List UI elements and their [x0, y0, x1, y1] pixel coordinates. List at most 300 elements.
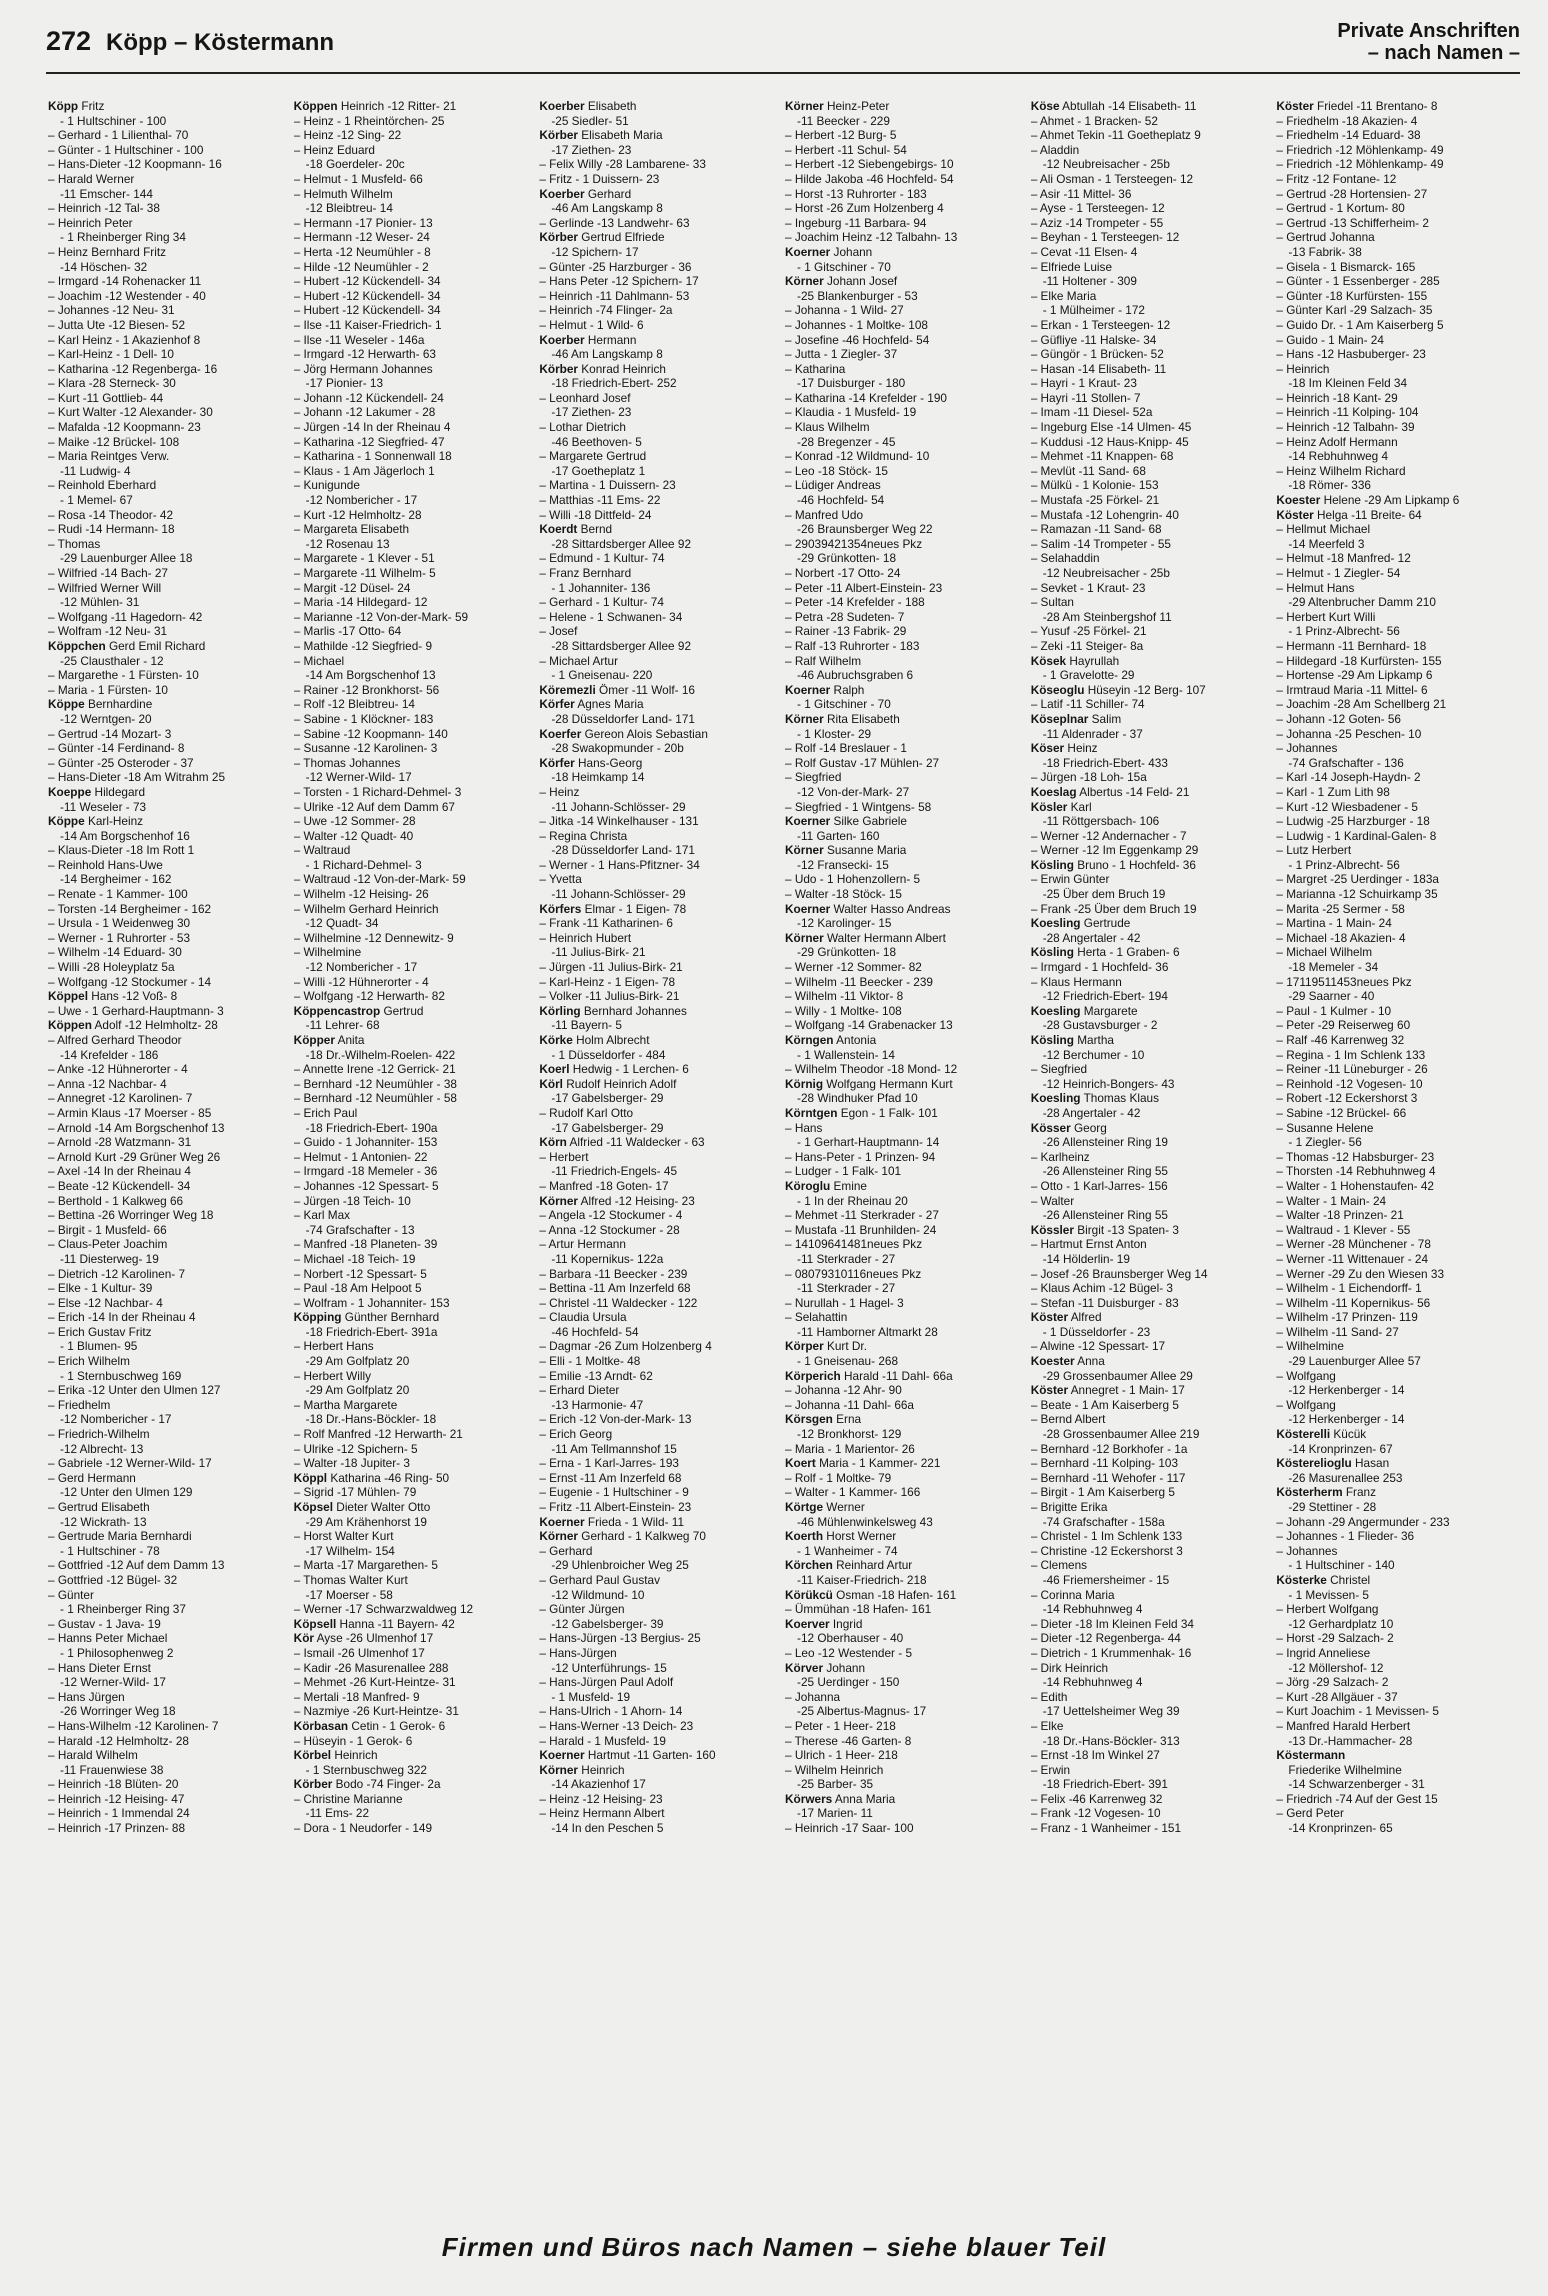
surname: Kösterelioglu	[1276, 1456, 1352, 1471]
directory-entry: – Franz Bernhard	[539, 566, 632, 580]
directory-entry: – Johannes -12 Neu- 31	[48, 303, 175, 318]
directory-column	[48, 99, 294, 2227]
directory-entry: – Renate - 1 Kammer- 100	[48, 887, 188, 902]
directory-entry: -14 Kronprinzen- 65	[1288, 1821, 1393, 1836]
directory-entry: – Manfred -18 Planeten- 39	[293, 1237, 438, 1252]
directory-entry: -29 Lauenburger Allee 18	[60, 551, 193, 566]
surname: Kösek	[1030, 653, 1067, 668]
directory-entry: Köpp Fritz	[48, 99, 105, 113]
directory-entry: – Wolfgang -12 Herwarth- 82	[293, 989, 445, 1004]
directory-entry: - 1 Gneisenau- 220	[551, 668, 653, 683]
directory-entry: – Irmgard -14 Rohenacker 11	[48, 274, 202, 289]
directory-entry: -14 Am Borgschenhof 16	[60, 828, 190, 843]
directory-entry: Koerber Hermann	[539, 332, 637, 347]
directory-entry: Körntgen Egon - 1 Falk- 101	[785, 1105, 938, 1120]
directory-entry: -18 Friedrich-Ebert- 190a	[305, 1120, 438, 1135]
directory-entry: – Kadir -26 Masurenallee 288	[293, 1660, 449, 1675]
directory-entry: – Hans -12 Hasbuberger- 23	[1276, 347, 1426, 362]
directory-entry: – Thomas Walter Kurt	[293, 1572, 408, 1587]
directory-entry: -17 Wilhelm- 154	[305, 1543, 395, 1558]
section-title	[1337, 20, 1520, 64]
directory-entry: -18 Friedrich-Ebert- 252	[551, 376, 677, 391]
directory-entry: - 1 Sternbuschweg 169	[60, 1368, 182, 1383]
directory-entry: – Joachim Heinz -12 Talbahn- 13	[785, 230, 958, 245]
directory-entry: Körbel Heinrich	[293, 1748, 378, 1763]
directory-entry: – Yvetta	[539, 872, 582, 887]
directory-entry: -25 Blankenburger - 53	[797, 288, 918, 303]
surname: Körbasan	[293, 1718, 349, 1733]
directory-entry: – Hayri -11 Stollen- 7	[1030, 390, 1141, 405]
directory-entry: Köpping Günther Bernhard	[293, 1310, 440, 1325]
directory-entry: – Thomas Johannes	[293, 755, 401, 770]
surname: Körperich	[785, 1368, 841, 1383]
directory-entry: – Elke	[1030, 1718, 1064, 1733]
surname: Köpsel	[293, 1500, 334, 1514]
directory-entry: – Emilie -13 Arndt- 62	[539, 1368, 653, 1383]
directory-entry: -12 Karolinger- 15	[797, 916, 892, 931]
surname: Koerner	[539, 1514, 585, 1529]
surname: Körber	[539, 361, 579, 376]
directory-entry: – Birgit - 1 Musfeld- 66	[48, 1222, 167, 1237]
directory-entry: – Heinz	[539, 784, 580, 799]
surname: Köster	[1030, 1383, 1069, 1398]
directory-entry: – Wilfried Werner Will	[48, 580, 162, 595]
directory-entry: – Ludger - 1 Falk- 101	[785, 1164, 902, 1179]
directory-entry: Körwers Anna Maria	[785, 1791, 896, 1806]
directory-entry: Koesling Thomas Klaus	[1030, 1091, 1159, 1106]
directory-entry: Kösterherm Franz	[1276, 1485, 1377, 1500]
directory-entry: – Friedhelm	[48, 1397, 111, 1412]
directory-entry: – Johannes -12 Spessart- 5	[293, 1178, 439, 1193]
surname: Köppe	[48, 814, 85, 829]
directory-entry: – Ali Osman - 1 Tersteegen- 12	[1030, 171, 1194, 186]
directory-entry: – Dieter -18 Im Kleinen Feld 34	[1030, 1616, 1194, 1631]
directory-entry: -12 Albrecht- 13	[60, 1441, 144, 1456]
directory-entry: – Hans-Ulrich - 1 Ahorn- 14	[539, 1704, 683, 1719]
directory-entry: – Martina - 1 Duissern- 23	[539, 478, 676, 493]
directory-entry: – Ayse - 1 Tersteegen- 12	[1030, 201, 1165, 216]
directory-entry: Körper Kurt Dr.	[785, 1339, 867, 1354]
directory-entry: -46 Am Langskamp 8	[551, 201, 663, 216]
directory-entry: Koesling Gertrude	[1030, 916, 1131, 931]
directory-entry: – Sabine - 1 Klöckner- 183	[293, 711, 434, 726]
directory-entry: – Selahattin	[785, 1310, 848, 1325]
directory-entry: -14 Akazienhof 17	[551, 1777, 646, 1792]
directory-entry: – Jörg -29 Salzach- 2	[1276, 1675, 1389, 1690]
directory-entry: – Rosa -14 Theodor- 42	[48, 507, 174, 522]
directory-entry: – Heinz -12 Heising- 23	[539, 1791, 663, 1806]
directory-entry: Kössler Birgit -13 Spaten- 3	[1030, 1222, 1179, 1237]
directory-entry: – Kuddusi -12 Haus-Knipp- 45	[1030, 434, 1189, 449]
surname: Köster	[1030, 1310, 1069, 1325]
directory-entry: -12 Gabelsberger- 39	[551, 1616, 664, 1631]
directory-entry: -12 Neubreisacher - 25b	[1042, 157, 1170, 172]
directory-entry: – Christine -12 Eckershorst 3	[1030, 1543, 1183, 1558]
directory-entry: – Arnold Kurt -29 Grüner Weg 26	[48, 1149, 221, 1164]
directory-entry: – Heinrich -12 Talbahn- 39	[1276, 420, 1415, 435]
directory-entry: – Lutz Herbert	[1276, 843, 1352, 858]
directory-entry: – Werner -17 Schwarzwaldweg 12	[293, 1602, 474, 1617]
directory-entry: – Gerhard	[539, 1543, 593, 1558]
directory-entry: Koerber Elisabeth	[539, 99, 637, 113]
directory-entry: -12 Neubreisacher - 25b	[1042, 566, 1170, 580]
directory-entry: Köppe Bernhardine	[48, 697, 153, 712]
surname: Köroglu	[785, 1178, 831, 1193]
directory-entry: – Norbert -12 Spessart- 5	[293, 1266, 427, 1281]
surname: Kösterherm	[1276, 1485, 1343, 1500]
directory-entry: Köster Annegret - 1 Main- 17	[1030, 1383, 1185, 1398]
directory-entry: – Eugenie - 1 Hultschiner - 9	[539, 1485, 689, 1500]
directory-entry: – Ahmet Tekin -11 Goetheplatz 9	[1030, 128, 1201, 143]
directory-entry: -17 Ziethen- 23	[551, 142, 632, 157]
running-title: Köpp – Köstermann	[106, 29, 335, 56]
directory-entry: – Rudi -14 Hermann- 18	[48, 522, 175, 537]
surname: Kösling	[1030, 945, 1074, 960]
surname: Köstermann	[1276, 1748, 1346, 1763]
directory-entry: Körber Elisabeth Maria	[539, 128, 663, 143]
directory-entry: – Kurt Walter -12 Alexander- 30	[48, 405, 213, 420]
directory-entry: – Margarete - 1 Klever - 51	[293, 551, 435, 566]
surname: Köser	[1030, 741, 1065, 756]
directory-entry: - 1 Sternbuschweg 322	[305, 1762, 427, 1777]
directory-entry: -17 Pionier- 13	[305, 376, 384, 391]
directory-entry: -11 Sterkrader - 27	[797, 1281, 896, 1296]
directory-entry: -11 Holtener - 309	[1042, 274, 1137, 289]
directory-entry: - 1 Philosophenweg 2	[60, 1645, 174, 1660]
directory-entry: Köster Helga -11 Breite- 64	[1276, 507, 1422, 522]
directory-entry: -13 Fabrik- 38	[1288, 244, 1362, 259]
directory-entry: – Hüseyin - 1 Gerok- 6	[293, 1733, 413, 1748]
directory-column	[294, 99, 540, 2227]
directory-entry: – Irmgard -18 Memeler - 36	[293, 1164, 438, 1179]
directory-entry: – Edith	[1030, 1689, 1068, 1704]
directory-entry: – Susanne Helene	[1276, 1120, 1374, 1135]
directory-entry: Kösling Bruno - 1 Hochfeld- 36	[1030, 857, 1196, 872]
directory-entry: – Johanna -25 Peschen- 10	[1276, 726, 1422, 741]
directory-entry: – Wilhelmine	[1276, 1339, 1344, 1354]
surname: Körnig	[785, 1076, 824, 1091]
directory-entry: – Manfred Udo	[785, 507, 864, 522]
directory-entry: – Erich Paul	[293, 1105, 358, 1120]
directory-entry: – Herbert -12 Siebengebirgs- 10	[785, 157, 954, 172]
directory-entry: -26 Braunsberger Weg 22	[797, 522, 933, 537]
directory-entry: Körner Walter Hermann Albert	[785, 930, 946, 945]
directory-entry: – Erwin	[1030, 1762, 1071, 1777]
surname: Körber	[539, 230, 579, 245]
directory-entry: - 1 Gitschiner - 70	[797, 697, 891, 712]
directory-entry: – Friedrich -74 Auf der Gest 15	[1276, 1791, 1438, 1806]
directory-entry: Köppe Karl-Heinz	[48, 814, 144, 829]
directory-entry: -12 Bleibtreu- 14	[305, 201, 393, 216]
directory-entry: – Helene - 1 Schwanen- 34	[539, 609, 683, 624]
directory-entry: -12 Spichern- 17	[551, 244, 639, 259]
directory-entry: – Zeki -11 Steiger- 8a	[1030, 638, 1144, 653]
directory-entry: – Marlis -17 Otto- 64	[293, 624, 402, 639]
directory-entry: – Walter - 1 Hohenstaufen- 42	[1276, 1178, 1434, 1193]
directory-column	[1276, 99, 1522, 2227]
directory-entry: – Friedrich -12 Möhlenkamp- 49	[1276, 157, 1444, 172]
directory-entry: – Siegfried	[1030, 1062, 1088, 1077]
directory-entry: Kösser Georg	[1030, 1120, 1107, 1135]
directory-entry: – Siegfried - 1 Wintgens- 58	[785, 799, 932, 814]
surname: Koeppe	[48, 784, 92, 799]
directory-entry: -74 Grafschafter - 158a	[1042, 1514, 1165, 1529]
directory-entry: -14 Höschen- 32	[60, 259, 148, 274]
directory-entry: – Axel -14 In der Rheinau 4	[48, 1164, 191, 1179]
directory-entry: Körnig Wolfgang Hermann Kurt	[785, 1076, 953, 1091]
directory-entry: – Harald -12 Helmholtz- 28	[48, 1733, 189, 1748]
directory-entry: – Jürgen -11 Julius-Birk- 21	[539, 960, 683, 975]
directory-entry: -14 Meerfeld 3	[1288, 536, 1365, 551]
directory-entry: – Frank -11 Katharinen- 6	[539, 916, 673, 931]
directory-entry: -13 Harmonie- 47	[551, 1397, 644, 1412]
directory-entry: – Hans-Dieter -18 Am Witrahm 25	[48, 770, 226, 785]
directory-entry: Körfers Elmar - 1 Eigen- 78	[539, 901, 687, 916]
directory-entry: – Hans-Jürgen -13 Bergius- 25	[539, 1631, 701, 1646]
surname: Köster	[1276, 507, 1314, 522]
directory-entry: – Heinrich -74 Flinger- 2a	[539, 303, 673, 318]
directory-entry: – Marta -17 Margarethen- 5	[293, 1558, 438, 1573]
directory-entry: -26 Masurenallee 253	[1288, 1470, 1403, 1485]
directory-entry: – Ilse -11 Kaiser-Friedrich- 1	[293, 317, 442, 332]
directory-entry: Koester Helene -29 Am Lipkamp 6	[1276, 493, 1460, 508]
directory-entry: -29 Am Golfplatz 20	[305, 1383, 410, 1398]
directory-entry: – Friedrich -12 Möhlenkamp- 49	[1276, 142, 1444, 157]
directory-entry: – Hermann -17 Pionier- 13	[293, 215, 433, 230]
directory-entry: – Dora - 1 Neudorfer - 149	[293, 1821, 433, 1836]
surname: Körner	[785, 711, 824, 726]
directory-entry: – Corinna Maria	[1030, 1587, 1115, 1602]
directory-entry: – Gerhard - 1 Kultur- 74	[539, 595, 664, 610]
directory-entry: -14 Schwarzenberger - 31	[1288, 1777, 1425, 1792]
directory-entry: – Hasan -14 Elisabeth- 11	[1030, 361, 1167, 376]
directory-entry: Koeppe Hildegard	[48, 784, 146, 799]
directory-entry: – Harald Werner	[48, 171, 135, 186]
directory-entry: – Horst -13 Ruhrorter - 183	[785, 186, 927, 201]
directory-entry: – Lüdiger Andreas	[785, 478, 881, 493]
directory-entry: – Berthold - 1 Kalkweg 66	[48, 1193, 184, 1208]
directory-columns	[48, 99, 1522, 2227]
directory-entry: – Joachim -28 Am Schellberg 21	[1276, 697, 1447, 712]
directory-entry: Koeslag Albertus -14 Feld- 21	[1030, 784, 1190, 799]
directory-entry: Koerner Ralph	[785, 682, 865, 697]
directory-entry: – Guido Dr. - 1 Am Kaiserberg 5	[1276, 317, 1444, 332]
surname: Koesling	[1030, 1003, 1081, 1018]
directory-entry: -12 Wildmund- 10	[551, 1587, 645, 1602]
directory-entry: -12 Nombericher - 17	[60, 1412, 172, 1427]
surname: Körbel	[293, 1748, 332, 1763]
directory-entry: – Willi -18 Dittfeld- 24	[539, 507, 652, 522]
directory-entry: – Leo -18 Stöck- 15	[785, 463, 888, 478]
directory-entry: – Sevket - 1 Kraut- 23	[1030, 580, 1146, 595]
directory-entry: – Volker -11 Julius-Birk- 21	[539, 989, 680, 1004]
surname: Köse	[1030, 99, 1060, 113]
directory-entry: – Wilhelm - 1 Eichendorff- 1	[1276, 1281, 1422, 1296]
directory-entry: – Helmut - 1 Musfeld- 66	[293, 171, 423, 186]
directory-entry: – Heinrich -12 Tal- 38	[48, 201, 160, 216]
directory-entry: – Wolfgang -12 Stockumer - 14	[48, 974, 212, 989]
directory-entry: – Frank -12 Vogesen- 10	[1030, 1806, 1161, 1821]
directory-entry: – Hans-Peter - 1 Prinzen- 94	[785, 1149, 936, 1164]
directory-entry: – Erich -14 In der Rheinau 4	[48, 1310, 196, 1325]
directory-entry: – Nurullah - 1 Hagel- 3	[785, 1295, 904, 1310]
directory-entry: – Franz - 1 Wanheimer - 151	[1030, 1821, 1182, 1836]
directory-entry: – Hilde -12 Neumühler - 2	[293, 259, 429, 274]
directory-entry: Koerver Ingrid	[785, 1616, 863, 1631]
directory-entry: – Ludwig - 1 Kardinal-Galen- 8	[1276, 828, 1437, 843]
directory-entry: – Regina Christa	[539, 828, 628, 843]
directory-entry: – Helmuth Wilhelm	[293, 186, 393, 201]
directory-entry: -12 Unterführungs- 15	[551, 1660, 667, 1675]
page-header	[46, 20, 1520, 72]
directory-entry: Friederike Wilhelmine	[1288, 1762, 1402, 1777]
directory-entry: – Heinrich - 1 Immendal 24	[48, 1806, 190, 1821]
directory-entry: – Horst -29 Salzach- 2	[1276, 1631, 1394, 1646]
directory-entry: – Karl Heinz - 1 Akazienhof 8	[48, 332, 201, 347]
directory-entry: – Hortense -29 Am Lipkamp 6	[1276, 668, 1433, 683]
directory-entry: -12 Möllershof- 12	[1288, 1660, 1384, 1675]
directory-entry: – Beate -12 Kückendell- 34	[48, 1178, 191, 1193]
surname: Körwers	[785, 1791, 833, 1806]
directory-entry: – Günter Jürgen	[539, 1602, 625, 1617]
surname: Köppe	[48, 697, 85, 712]
directory-entry: – 14109641481neues Pkz	[785, 1237, 923, 1252]
directory-entry: Körner Johann Josef	[785, 274, 898, 289]
directory-entry: – Walter	[1030, 1193, 1075, 1208]
directory-entry: -28 Gustavsburger - 2	[1042, 1018, 1158, 1033]
directory-entry: – Rainer -12 Bronkhorst- 56	[293, 682, 440, 697]
directory-entry: – Mustafa -25 Förkel- 21	[1030, 493, 1160, 508]
directory-entry: - 1 Johanniter- 136	[551, 580, 651, 595]
directory-entry: – Horst -26 Zum Holzenberg 4	[785, 201, 944, 216]
directory-entry: – Heinz Bernhard Fritz	[48, 244, 167, 259]
surname: Körngen	[785, 1033, 834, 1047]
surname: Koerber	[539, 186, 585, 201]
directory-entry: – Christine Marianne	[293, 1791, 403, 1806]
directory-entry: -14 Am Borgschenhof 13	[305, 668, 436, 683]
surname: Koerdt	[539, 522, 578, 537]
footer-note: Firmen und Büros nach Namen – siehe blauer Teil	[441, 2232, 1107, 2262]
directory-entry: Koerner Walter Hasso Andreas	[785, 901, 951, 916]
directory-entry: – Konrad -12 Wildmund- 10	[785, 449, 930, 464]
surname: Kör	[293, 1631, 314, 1646]
directory-entry: – Gerd Hermann	[48, 1470, 136, 1485]
directory-entry: – Anna -12 Nachbar- 4	[48, 1076, 167, 1091]
directory-entry: – Bettina -26 Worringer Weg 18	[48, 1208, 214, 1223]
directory-entry: - 1 Kloster- 29	[797, 726, 872, 741]
directory-entry: -11 Lehrer- 68	[305, 1018, 380, 1033]
directory-entry: – Kurt -12 Helmholtz- 28	[293, 507, 422, 522]
directory-entry: - 1 Düsseldorfer - 484	[551, 1047, 666, 1062]
directory-entry: – Werner -12 Sommer- 82	[785, 960, 922, 975]
directory-entry: – Willi -28 Holeyplatz 5a	[48, 960, 175, 975]
directory-entry	[1276, 1748, 1516, 1763]
directory-entry: – Ernst -11 Am Inzerfeld 68	[539, 1470, 682, 1485]
directory-entry: – Bernhard -12 Borkhofer - 1a	[1030, 1441, 1188, 1456]
directory-column	[1031, 99, 1277, 2227]
directory-entry: -12 Herkenberger - 14	[1288, 1412, 1405, 1427]
directory-entry: – Herbert Hans	[293, 1339, 374, 1354]
directory-entry: – Ursula - 1 Weidenweg 30	[48, 916, 191, 931]
directory-entry: -13 Dr.-Hammacher- 28	[1288, 1733, 1413, 1748]
directory-entry: – Guido - 1 Johanniter- 153	[293, 1135, 438, 1150]
directory-entry: – Herbert	[539, 1149, 589, 1164]
surname: Kösterelli	[1276, 1427, 1331, 1442]
directory-entry: – Günter -25 Osteroder - 37	[48, 755, 194, 770]
directory-entry: – Jitka -14 Winkelhauser - 131	[539, 814, 699, 829]
directory-entry: – Gertrud -28 Hortensien- 27	[1276, 186, 1428, 201]
directory-entry: – Sabine -12 Koopmann- 140	[293, 726, 448, 741]
directory-entry: Köppencastrop Gertrud	[293, 1003, 424, 1018]
surname: Köppen	[48, 1018, 92, 1033]
directory-entry: -46 Am Langskamp 8	[551, 347, 663, 362]
directory-entry: – Rolf -12 Bleibtreu- 14	[293, 697, 415, 712]
directory-entry: – Martha Margarete	[293, 1397, 398, 1412]
directory-entry: – Johann -29 Angermunder - 233	[1276, 1514, 1450, 1529]
directory-entry: Köroglu Emine	[785, 1178, 867, 1193]
directory-entry: -28 Am Steinbergshof 11	[1042, 609, 1172, 624]
directory-entry: – Gisela - 1 Bismarck- 165	[1276, 259, 1416, 274]
directory-entry: Körfer Hans-Georg	[539, 755, 643, 770]
directory-entry: – Klaus - 1 Am Jägerloch 1	[293, 463, 435, 478]
directory-entry: – Aziz -14 Trompeter - 55	[1030, 215, 1164, 230]
surname: Körl	[539, 1076, 563, 1091]
directory-entry: -11 Friedrich-Engels- 45	[551, 1164, 678, 1179]
directory-entry: – Ingeburg -11 Barbara- 94	[785, 215, 927, 230]
directory-entry: -17 Goetheplatz 1	[551, 463, 646, 478]
directory-entry: -26 Allensteiner Ring 19	[1042, 1135, 1168, 1150]
directory-entry: – Marianna -12 Schuirkamp 35	[1276, 887, 1438, 902]
directory-entry: Köpsel Dieter Walter Otto	[293, 1500, 431, 1514]
directory-entry: – Selahaddin	[1030, 551, 1100, 566]
directory-entry: Köster Alfred	[1030, 1310, 1102, 1325]
directory-entry: – Ralf -13 Ruhrorter - 183	[785, 638, 920, 653]
directory-column	[539, 99, 785, 2227]
directory-entry: – Harald Wilhelm	[48, 1748, 138, 1763]
directory-entry: – Erwin Günter	[1030, 872, 1110, 887]
directory-entry: -28 Angertaler - 42	[1042, 1105, 1141, 1120]
directory-entry: – Herbert Willy	[293, 1368, 372, 1383]
directory-entry: – Heinz Wilhelm Richard	[1276, 463, 1406, 478]
directory-entry: – Friedhelm -14 Eduard- 38	[1276, 128, 1421, 143]
directory-entry: – Fritz -11 Albert-Einstein- 23	[539, 1500, 692, 1514]
surname: Köppl	[293, 1470, 328, 1485]
directory-entry: – Gertrud Elisabeth	[48, 1500, 150, 1514]
directory-entry: – Reinhold Eberhard	[48, 478, 157, 493]
directory-entry: – Brigitte Erika	[1030, 1500, 1108, 1514]
directory-entry: -46 Hochfeld- 54	[797, 493, 885, 508]
directory-entry: – Frank -25 Über dem Bruch 19	[1030, 901, 1197, 916]
directory-entry: – Walter -18 Stöck- 15	[785, 887, 902, 902]
directory-entry: – Erika -12 Unter den Ulmen 127	[48, 1383, 221, 1398]
directory-entry: – Dirk Heinrich	[1030, 1660, 1109, 1675]
directory-entry: – Werner - 1 Ruhrorter - 53	[48, 930, 191, 945]
directory-entry: – Erich -12 Von-der-Mark- 13	[539, 1412, 692, 1427]
directory-entry: Koerdt Bernd	[539, 522, 613, 537]
directory-entry: Koerner Johann	[785, 244, 873, 259]
directory-entry: -11 Frauenwiese 38	[60, 1762, 164, 1777]
directory-entry: -17 Marien- 11	[797, 1806, 873, 1821]
directory-entry: – Maria -14 Hildegard- 12	[293, 595, 428, 610]
directory-entry: Köppl Katharina -46 Ring- 50	[293, 1470, 450, 1485]
directory-entry: – Günter -18 Kurfürsten- 155	[1276, 288, 1428, 303]
surname: Körver	[785, 1660, 824, 1675]
directory-entry: – Rolf - 1 Moltke- 79	[785, 1470, 892, 1485]
directory-entry: – Heinrich -18 Kant- 29	[1276, 390, 1398, 405]
surname: Köppel	[48, 989, 88, 1004]
directory-entry: – Otto - 1 Karl-Jarres- 156	[1030, 1178, 1168, 1193]
directory-entry: – Werner -12 Andernacher - 7	[1030, 828, 1187, 843]
